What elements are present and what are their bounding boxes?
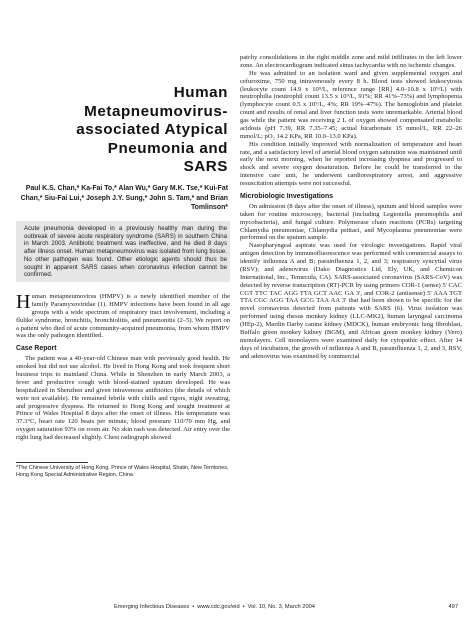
journal-line: [114, 604, 315, 610]
admission-paragraph: He was admitted to an isolation ward and given supplemental oxygen and cefuroxime, 750 mg intravenously every 8 h. Blood tests showed leukocytosis (leukocyte count 14.9 x 10⁹/L, reference range [RR] 4.0–10.8 x 10⁹/L) with neutrophilia (neutrophil count 13.5 x 10⁹/L, 91%; RR 41%–73%) and lymphopenia (lymphocyte count 0.5 x 10⁹/L, 4%; RR 19%–47%). The hemoglobin and platelet count and results of renal and liver function tests were unremarkable. Arterial blood gas while the patient was receiving 2 L of oxygen showed compensated metabolic acidosis (pH 7.39, RR 7.35–7.45; actual bicarbonate 15 mmol/L, RR 22–26 mmol/L; pO₂ 14.2 KPa, RR 10.0–13.0 KPa).: [240, 69, 462, 140]
abstract-box: Acute pneumonia developed in a previously healthy man during the outbreak of severe acute respiratory syndrome (SARS) in southern China in March 2003. Antibiotic treatment was ineffective, and he died 8 days after illness onset. Human metapneumovirus was isolated from lung tissue. No other pathogen was found. Other etiologic agents should thus be sought in apparent SARS cases when coronavirus infection cannot be confirmed.: [16, 221, 230, 282]
affiliation-footnote: *The Chinese University of Hong Kong, Prince of Wales Hospital, Shatin, New Territories, Hong Kong Special Administrative Region, China: [16, 464, 229, 479]
author-list: Paul K.S. Chan,* Ka-Fai To,* Alan Wu,* Gary M.K. Tse,* Kui-Fat Chan,* Siu-Fai Lui,* Joseph J.Y. Sung,* John S. Tam,* and Brian Tomlinson*: [20, 184, 228, 212]
case-continued-paragraph: patchy consolidations in the right middle zone and mild infiltrates in the left lower zone. An electrocardiogram indicated sinus tachycardia with no ischemic changes.: [240, 54, 462, 69]
title-line: Metapneumovirus-: [84, 102, 228, 120]
title-line: SARS: [183, 158, 228, 176]
title-line: associated Atypical: [76, 121, 228, 139]
left-column: [16, 54, 230, 479]
footnote-divider: [16, 462, 88, 463]
sampling-paragraph: On admission (8 days after the onset of illness), sputum and blood samples were taken for routine microscopy, bacterial (including Legionella pneumophila and mycobacteria), and fungal culture. Polymerase chain reactions (PCRs) targeting Chlamydia pneumoniae, Chlamydia psittaci, and Mycoplasma pneumoniae were performed on the sputum sample.: [240, 202, 462, 242]
title-line: Pneumonia and: [107, 139, 228, 157]
journal-name: Emerging Infectious Diseases: [114, 604, 190, 610]
microbiology-heading: Microbiologic Investigations: [240, 192, 334, 200]
drop-cap: H: [16, 291, 31, 313]
page-number: 497: [448, 604, 458, 610]
journal-url[interactable]: www.cdc.gov/eid: [197, 604, 240, 610]
introduction-text: uman metapneumovirus (HMPV) is a newly identified member of the family Paramyxoviridae (1). HMPV infections have been found in all age groups with a wide spectrum of respiratory tract involvement, including a flulike syndrome, bronchitis, bronchiolitis, and pneumonitis (2–5). We report on a patient who died of acute community-acquired pneumonia, from whom HMPV was the only pathogen identified.: [16, 293, 230, 340]
outcome-paragraph: His condition initially improved with normalization of temperature and heart rate, and a satisfactory level of arterial blood oxygen saturation was maintained until early the next morning, when he reported increasing dyspnea and progressed to shock and severe oxygen desaturation. Before he could be transferred to the intensive care unit, he underwent cardiorespiratory arrest, and aggressive resuscitation attempts were not successful.: [240, 140, 462, 187]
virology-paragraph: Nasopharyngeal aspirate was used for virologic investigations. Rapid viral antigen detection by immunofluorescence was performed with commercial assays to identify influenza A and B; parainfluenza 1, 2, and 3; respiratory syncytial virus (RSV); and adenovirus (Dako Diagnostics Ltd, Ely, UK, and Chemicon International, Inc., Temecula, CA). SARS-associated coronavirus (SARS-CoV) was detected by reverse transcription (RT)-PCR by using primers COR-1 (sense) 5' CAC CGT TTC TAC AGG TTA GCT AAC GA 3', and COR-2 (antisense) 5' AAA TGT TTA CGC AGG TAA GCG TAA AA 3' that had been shown to be specific for the novel coronavirus detected from patients with SARS (6). Virus isolation was performed using rhesus monkey kidney (LLC-MK2), human laryngeal carcinoma (HEp-2), Mardin Darby canine kidney (MDCK), human embryonic lung fibroblast, Buffalo green monkey kidney (BGM), and African green monkey kidney (Vero) monolayers. Cell monolayers were examined daily for cytopathic effect. After 14 days of incubation, the growth of influenza A and B, parainfluenza 1, 2, and 3, RSV, and adenovirus was examined by commercial: [240, 242, 462, 360]
separator: •: [242, 604, 245, 610]
separator: •: [192, 604, 195, 610]
introduction-paragraph: [16, 293, 230, 340]
issue-info: Vol. 10, No. 3, March 2004: [247, 604, 315, 610]
case-report-paragraph: The patient was a 40-year-old Chinese man with previously good health. He smoked but did not use alcohol. He lived in Hong Kong and took frequent short business trips to mainland China. While in Shenzhen in early March 2003, a fever and productive cough with blood-stained sputum developed. He was hospitalized in Shenzhen and given intravenous antibiotics (the details of which were not available). He remained febrile with chills and rigors, night sweating, and progressive dyspnea. He returned to Hong Kong and sought treatment at Prince of Wales Hospital 8 days after the onset of illness. His temperature was 37.3°C, heart rate 120 beats per minute, blood pressure 110/70 mm Hg, and oxygen saturation 93% on room air. No skin rash was detected. Air entry over the right lung had decreased slightly. Chest radiograph showed: [16, 355, 230, 441]
right-column: [240, 54, 462, 360]
article-title: [16, 84, 228, 177]
case-report-heading: Case Report: [16, 345, 57, 353]
title-line: Human: [173, 84, 228, 101]
